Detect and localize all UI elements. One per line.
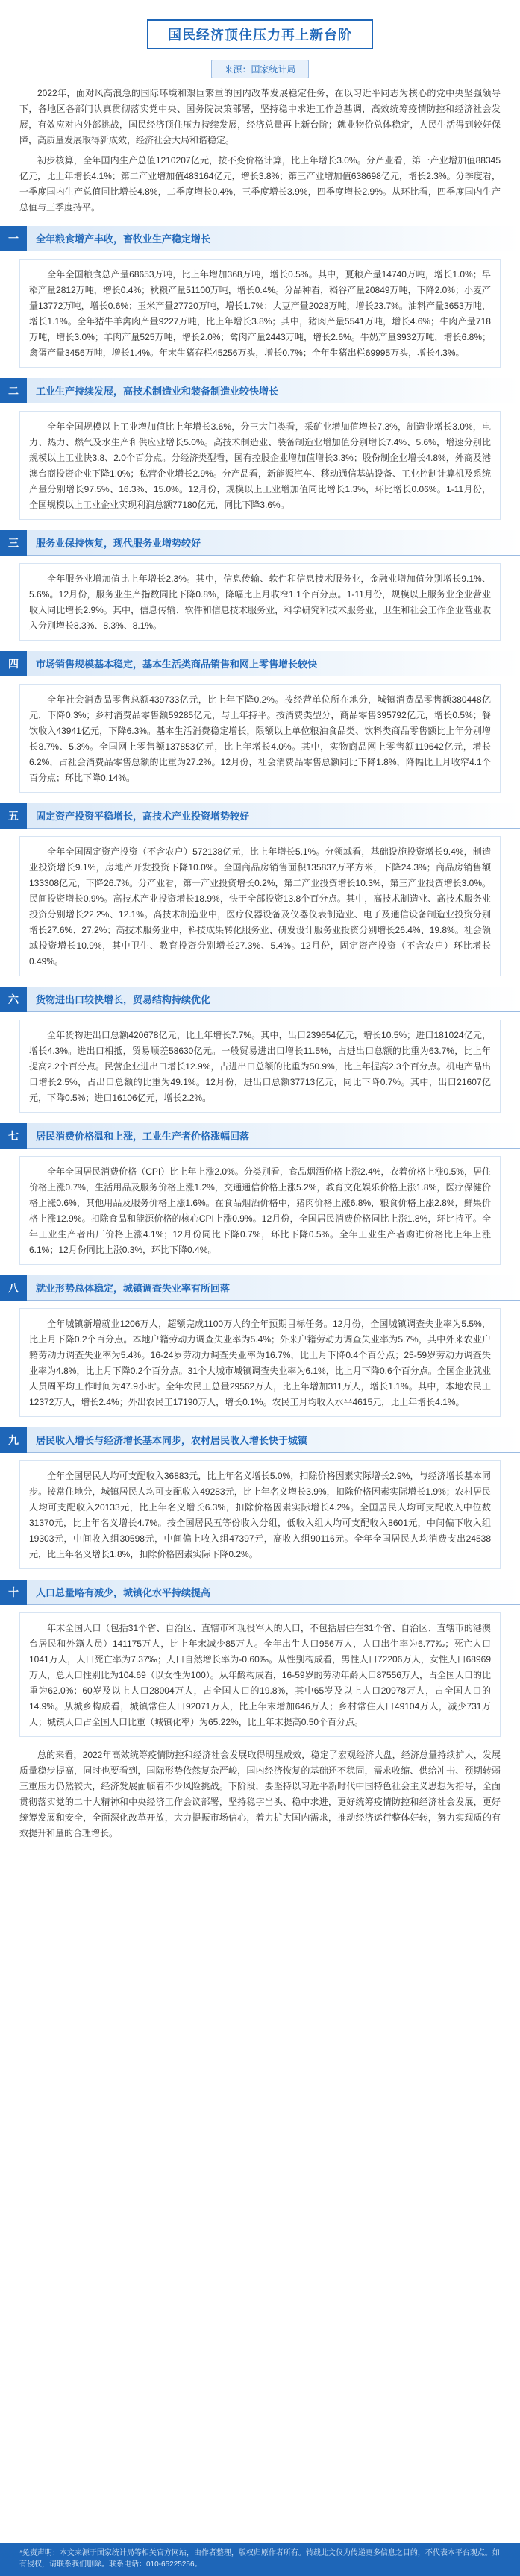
closing-section <box>0 1747 520 1841</box>
section-title: 就业形势总体稳定，城镇调查失业率有所回落 <box>27 1275 520 1301</box>
source-label: 来源：国家统计局 <box>211 60 308 78</box>
section-header <box>0 378 520 403</box>
section-header <box>0 651 520 676</box>
section-body <box>19 259 501 368</box>
section-paragraph: 全年城镇新增就业1206万人，超额完成1100万人的全年预期目标任务。12月份，全国城镇调查失业率为5.5%，比上月下降0.2个百分点。本地户籍劳动力调查失业率为5.4%；外来户籍劳动力调查失业率为5.7%，其中外来农业户籍劳动力调查失业率为5.4%。16-24岁劳动力调查失业率为16.7%，比上月下降0.4个百分点；25-59岁劳动力调查失业率为4.8%，比上月下降0.2个百分点。31个大城市城镇调查失业率为6.1%，比上月下降0.6个百分点。全国企业就业人员周平均工作时间为47.9小时。全年农民工总量29562万人，比上年增加311万人，增长1.1%。其中，本地农民工12372万人，增长2.4%；外出农民工17190万人，增长0.1%。农民工月均收入水平4615元，比上年增长4.1%。 <box>29 1319 491 1407</box>
top-bar <box>0 0 520 13</box>
section-body <box>19 1156 501 1265</box>
section-title: 固定资产投资平稳增长，高技术产业投资增势较好 <box>27 803 520 829</box>
intro <box>19 86 501 216</box>
section-header <box>0 226 520 251</box>
section-title: 人口总量略有减少，城镇化水平持续提高 <box>27 1580 520 1605</box>
intro-paragraph: 2022年，面对风高浪急的国际环境和艰巨繁重的国内改革发展稳定任务，在以习近平同志为核心的党中央坚强领导下，各地区各部门认真贯彻落实党中央、国务院决策部署，坚持稳中求进工作总基调，高效统筹疫情防控和经济社会发展，有效应对内外部挑战，国民经济顶住压力持续发展，经济总量再上新台阶；就业物价总体稳定，人民生活得到较好保障，高质量发展取得新成效，经济社会大局和谐稳定。 <box>19 88 501 145</box>
section-3 <box>0 530 520 641</box>
section-number: 八 <box>0 1275 27 1301</box>
section-header <box>0 1580 520 1605</box>
section-number: 九 <box>0 1427 27 1453</box>
section-header <box>0 1275 520 1301</box>
section-body <box>19 684 501 793</box>
section-body <box>19 1460 501 1569</box>
section-6 <box>0 987 520 1113</box>
section-header <box>0 803 520 829</box>
section-body <box>19 1020 501 1113</box>
section-title: 货物进出口较快增长，贸易结构持续优化 <box>27 987 520 1012</box>
section-paragraph: 全年全国居民消费价格（CPI）比上年上涨2.0%。分类别看，食品烟酒价格上涨2.4%，衣着价格上涨0.5%，居住价格上涨0.7%，生活用品及服务价格上涨1.2%，交通通信价格上涨5.2%，教育文化娱乐价格上涨1.8%，医疗保健价格上涨0.6%，其他用品及服务价格上涨1.6%。在食品烟酒价格中，猪肉价格上涨6.8%，粮食价格上涨2.8%，鲜果价格上涨12.9%。扣除食品和能源价格的核心CPI上涨0.9%。12月份，全国居民消费价格同比上涨1.8%，环比持平。全年工业生产者出厂价格上涨4.1%；12月份同比下降0.7%，环比下降0.5%。全年工业生产者购进价格比上年上涨6.1%；12月份同比上涨0.3%，环比下降0.4%。 <box>29 1166 491 1255</box>
section-number: 四 <box>0 651 27 676</box>
section-header <box>0 1427 520 1453</box>
section-title: 工业生产持续发展，高技术制造业和装备制造业较快增长 <box>27 378 520 403</box>
section-header <box>0 1123 520 1149</box>
section-title: 居民消费价格温和上涨，工业生产者价格涨幅回落 <box>27 1123 520 1149</box>
section-body <box>19 1308 501 1417</box>
section-number: 三 <box>0 530 27 556</box>
section-body <box>19 836 501 976</box>
section-number: 十 <box>0 1580 27 1605</box>
section-paragraph: 年末全国人口（包括31个省、自治区、直辖市和现役军人的人口，不包括居住在31个省、自治区、直辖市的港澳台居民和外籍人员）141175万人，比上年末减少85万人。全年出生人口956万人，人口出生率为6.77‰；死亡人口1041万人，人口死亡率为7.37‰；人口自然增长率为-0.60‰。从性别构成看，男性人口72206万人，女性人口68969万人，总人口性别比为104.69（以女性为100）。从年龄构成看，16-59岁的劳动年龄人口87556万人，占全国人口的比重为62.0%；60岁及以上人口28004万人，占全国人口的19.8%，其中65岁及以上人口20978万人，占全国人口的14.9%。从城乡构成看，城镇常住人口92071万人，比上年末增加646万人；乡村常住人口49104万人，减少731万人；城镇人口占全国人口比重（城镇化率）为65.22%，比上年末提高0.50个百分点。 <box>29 1623 491 1727</box>
section-paragraph: 全年全国固定资产投资（不含农户）572138亿元，比上年增长5.1%。分领域看，基础设施投资增长9.4%，制造业投资增长9.1%，房地产开发投资下降10.0%。全国商品房销售面积135837万平方米，下降24.3%；商品房销售额133308亿元，下降26.7%。分产业看，第一产业投资增长0.2%，第二产业投资增长10.3%，第三产业投资增长3.0%。民间投资增长0.9%。高技术产业投资增长18.9%，快于全部投资13.8个百分点。其中，高技术制造业、高技术服务业投资分别增长22.2%、12.1%。高技术制造业中，医疗仪器设备及仪器仪表制造业、电子及通信设备制造业投资分别增长27.6%、27.2%；高技术服务业中，科技成果转化服务业、研发设计服务业投资分别增长26.4%、19.8%。社会领域投资增长10.9%，其中卫生、教育投资分别增长27.3%、5.4%。12月份，固定资产投资（不含农户）环比增长0.49%。 <box>29 846 491 967</box>
section-number: 六 <box>0 987 27 1012</box>
closing <box>19 1747 501 1841</box>
section-header <box>0 987 520 1012</box>
section-header <box>0 530 520 556</box>
section-1 <box>0 226 520 368</box>
section-2 <box>0 378 520 520</box>
section-paragraph: 全年全国规模以上工业增加值比上年增长3.6%，分三大门类看，采矿业增加值增长7.3%，制造业增长3.0%，电力、热力、燃气及水生产和供应业增长5.0%。高技术制造业、装备制造业增加值分别增长7.4%、5.6%，增速分别比规模以上工业快3.8、2.0个百分点。分经济类型看，国有控股企业增加值增长3.3%；股份制企业增长4.8%，外商及港澳台商投资企业下降1.0%；私营企业增长2.9%。分产品看，新能源汽车、移动通信基站设备、工业控制计算机及系统产量分别增长97.5%、16.3%、15.0%。12月份，规模以上工业增加值同比增长1.3%，环比增长0.06%。1-11月份，全国规模以上工业企业实现利润总额77180亿元，同比下降3.6%。 <box>29 421 491 510</box>
section-title: 市场销售规模基本稳定，基本生活类商品销售和网上零售增长较快 <box>27 651 520 676</box>
section-number: 五 <box>0 803 27 829</box>
source-wrap <box>0 60 520 78</box>
section-number: 二 <box>0 378 27 403</box>
title-wrap <box>0 19 520 49</box>
intro-paragraph: 初步核算，全年国内生产总值1210207亿元，按不变价格计算，比上年增长3.0%。分产业看，第一产业增加值88345亿元，比上年增长4.1%；第二产业增加值483164亿元，增长3.8%；第三产业增加值638698亿元，增长2.3%。分季度看，一季度国内生产总值同比增长4.8%，二季度增长0.4%，三季度增长3.9%，四季度增长2.9%。从环比看，四季度国内生产总值与三季度持平。 <box>19 155 501 213</box>
section-paragraph: 全年货物进出口总额420678亿元，比上年增长7.7%。其中，出口239654亿元，增长10.5%；进口181024亿元，增长4.3%。进出口相抵，贸易顺差58630亿元。一般贸易进出口增长11.5%，占进出口总额的比重为63.7%，比上年提高2.2个百分点。民营企业进出口增长12.9%，占进出口总额的比重为50.9%，比上年提高2.3个百分点。机电产品出口增长2.5%，占出口总额的比重为49.1%。12月份，进出口总额37713亿元，同比下降0.7%。其中，出口21607亿元，下降0.5%；进口16106亿元，增长2.2%。 <box>29 1030 491 1103</box>
section-number: 一 <box>0 226 27 251</box>
section-paragraph: 全年全国居民人均可支配收入36883元，比上年名义增长5.0%，扣除价格因素实际增长2.9%，与经济增长基本同步。按常住地分，城镇居民人均可支配收入49283元，比上年名义增长3.9%，扣除价格因素实际增长1.9%；农村居民人均可支配收入20133元，比上年名义增长6.3%，扣除价格因素实际增长4.2%。全国居民人均可支配收入中位数31370元，比上年名义增长4.7%。按全国居民五等份收入分组，低收入组人均可支配收入8601元，中间偏下收入组19303元，中间收入组30598元，中间偏上收入组47397元，高收入组90116元。全年全国居民人均消费支出24538元，比上年名义增长1.8%，扣除价格因素实际下降0.2%。 <box>29 1471 491 1559</box>
section-8 <box>0 1275 520 1417</box>
section-title: 全年粮食增产丰收，畜牧业生产稳定增长 <box>27 226 520 251</box>
section-body <box>19 411 501 520</box>
section-7 <box>0 1123 520 1265</box>
section-body <box>19 563 501 641</box>
section-10 <box>0 1580 520 1737</box>
section-paragraph: 全年全国粮食总产量68653万吨，比上年增加368万吨，增长0.5%。其中，夏粮产量14740万吨，增长1.0%；早稻产量2812万吨，增长0.4%；秋粮产量51100万吨，增长0.4%。分品种看，稻谷产量20849万吨，下降2.0%；小麦产量13772万吨，增长0.6%；玉米产量27720万吨，增长1.7%；大豆产量2028万吨，增长23.7%。油料产量3653万吨，增长1.1%。全年猪牛羊禽肉产量9227万吨，比上年增长3.8%；其中，猪肉产量5541万吨，增长4.6%；牛肉产量718万吨，增长3.0%；羊肉产量525万吨，增长2.0%；禽肉产量2443万吨，增长2.6%。牛奶产量3932万吨，增长6.8%；禽蛋产量3456万吨，增长1.4%。年末生猪存栏45256万头，增长0.7%；全年生猪出栏69995万头，增长4.3%。 <box>29 269 491 358</box>
section-title: 居民收入增长与经济增长基本同步，农村居民收入增长快于城镇 <box>27 1427 520 1453</box>
closing-paragraph: 总的来看，2022年高效统筹疫情防控和经济社会发展取得明显成效，稳定了宏观经济大盘，经济总量持续扩大，发展质量稳步提高，同时也要看到，国际形势依然复杂严峻，国内经济恢复的基础还不稳固，需求收缩、供给冲击、预期转弱三重压力仍然较大，经济发展面临着不少风险挑战。下阶段，要坚持以习近平新时代中国特色社会主义思想为指导，全面贯彻落实党的二十大精神和中央经济工作会议部署，坚持稳字当头、稳中求进，更好统筹疫情防控和经济社会发展，更好统筹发展和安全，全面深化改革开放，大力提振市场信心，着力扩大国内需求，推动经济运行整体好转，努力实现质的有效提升和量的合理增长。 <box>19 1750 501 1838</box>
section-9 <box>0 1427 520 1569</box>
page-title: 国民经济顶住压力再上新台阶 <box>147 19 373 49</box>
section-5 <box>0 803 520 976</box>
section-number: 七 <box>0 1123 27 1149</box>
section-paragraph: 全年社会消费品零售总额439733亿元，比上年下降0.2%。按经营单位所在地分，城镇消费品零售额380448亿元，下降0.3%；乡村消费品零售额59285亿元，与上年持平。按消费类型分，商品零售395792亿元，增长0.5%；餐饮收入43941亿元，下降6.3%。基本生活消费稳定增长，限额以上单位粮油食品类、饮料类商品零售额比上年分别增长8.7%、5.3%。全国网上零售额137853亿元，比上年增长4.0%。其中，实物商品网上零售额119642亿元，增长6.2%，占社会消费品零售总额的比重为27.2%。12月份，社会消费品零售总额同比下降1.8%，降幅比上月收窄4.1个百分点；环比下降0.14%。 <box>29 694 491 783</box>
section-body <box>19 1612 501 1737</box>
footer-disclaimer: *免责声明：本文来源于国家统计局等相关官方网站，由作者整理，版权归原作者所有。转载此文仅为传递更多信息之目的，不代表本平台观点。如有侵权，请联系我们删除。联系电话：010-65225256。 <box>0 2543 520 2576</box>
section-title: 服务业保持恢复，现代服务业增势较好 <box>27 530 520 556</box>
section-4 <box>0 651 520 793</box>
section-paragraph: 全年服务业增加值比上年增长2.3%。其中，信息传输、软件和信息技术服务业，金融业增加值分别增长9.1%、5.6%。12月份，服务业生产指数同比下降0.8%，降幅比上月收窄1.1个百分点。1-11月份，规模以上服务业企业营业收入同比增长2.9%。其中，信息传输、软件和信息技术服务业，科学研究和技术服务业，卫生和社会工作企业营业收入分别增长8.3%、8.3%、8.1%。 <box>29 574 491 631</box>
